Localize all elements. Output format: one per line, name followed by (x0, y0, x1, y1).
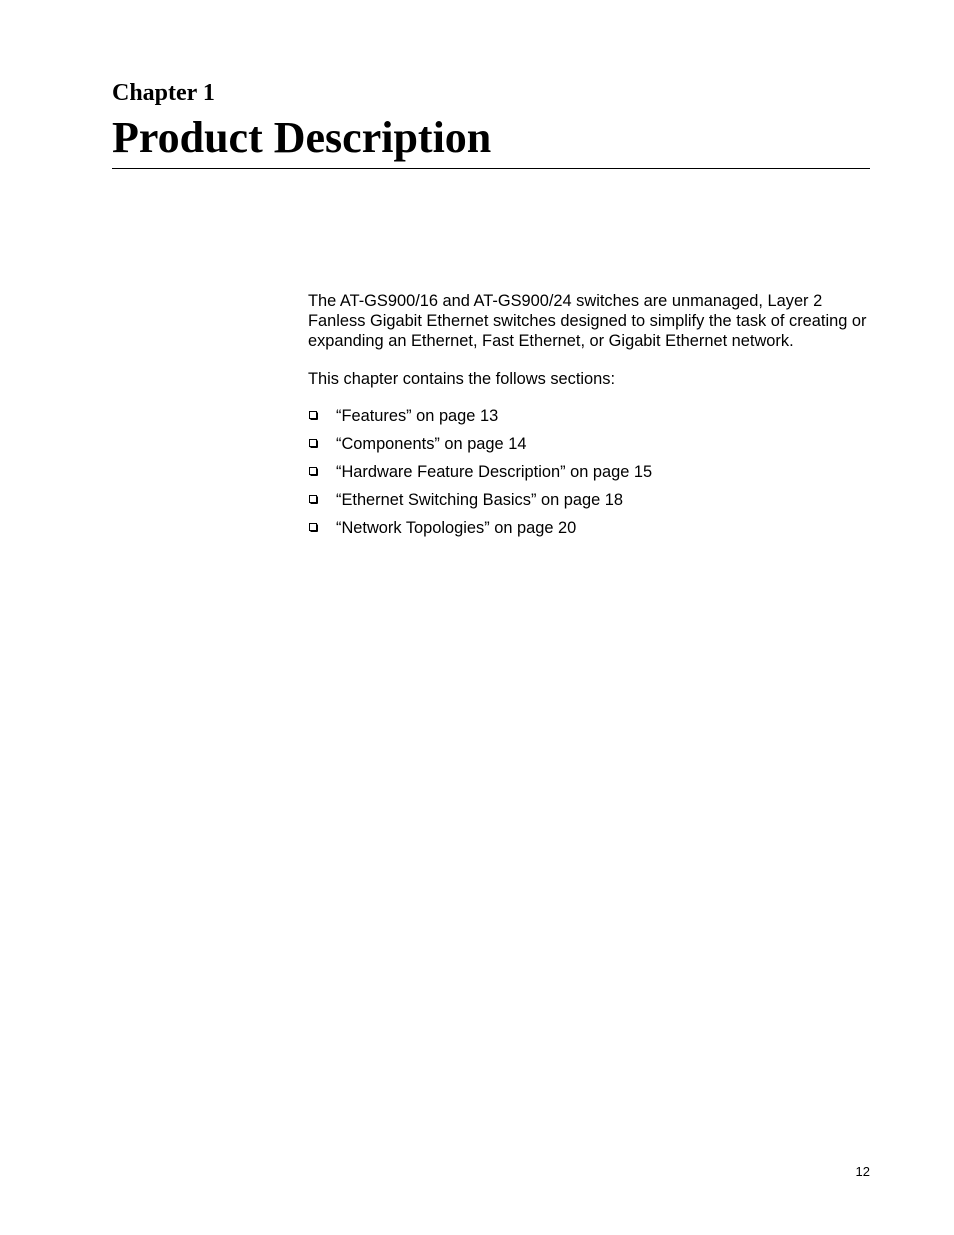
list-item (308, 406, 652, 434)
checkbox-bullet-icon (309, 439, 318, 448)
chapter-label: Chapter 1 (112, 80, 215, 106)
list-item (308, 434, 652, 462)
checkbox-bullet-icon (309, 495, 318, 504)
checkbox-bullet-icon (309, 467, 318, 476)
section-link-ethernet-switching-basics[interactable]: “Ethernet Switching Basics” on page 18 (336, 491, 623, 509)
list-item (308, 462, 652, 490)
list-item (308, 490, 652, 518)
section-list (308, 406, 652, 546)
list-item (308, 518, 652, 546)
title-divider (112, 168, 870, 169)
section-link-features[interactable]: “Features” on page 13 (336, 407, 499, 425)
page-number: 12 (855, 1164, 870, 1179)
chapter-title: Product Description (112, 113, 492, 162)
intro-paragraph: The AT-GS900/16 and AT-GS900/24 switches are unmanaged, Layer 2 Fanless Gigabit Ethernet switches designed to simplify the task of creating or expanding an Ethernet, Fast Ethernet, or Gigabit Ethernet network. (308, 292, 867, 350)
section-link-network-topologies[interactable]: “Network Topologies” on page 20 (336, 519, 577, 537)
sections-lead-paragraph: This chapter contains the follows sections: (308, 370, 616, 388)
checkbox-bullet-icon (309, 411, 318, 420)
section-link-components[interactable]: “Components” on page 14 (336, 435, 527, 453)
section-link-hardware-feature-description[interactable]: “Hardware Feature Description” on page 15 (336, 463, 653, 481)
checkbox-bullet-icon (309, 523, 318, 532)
